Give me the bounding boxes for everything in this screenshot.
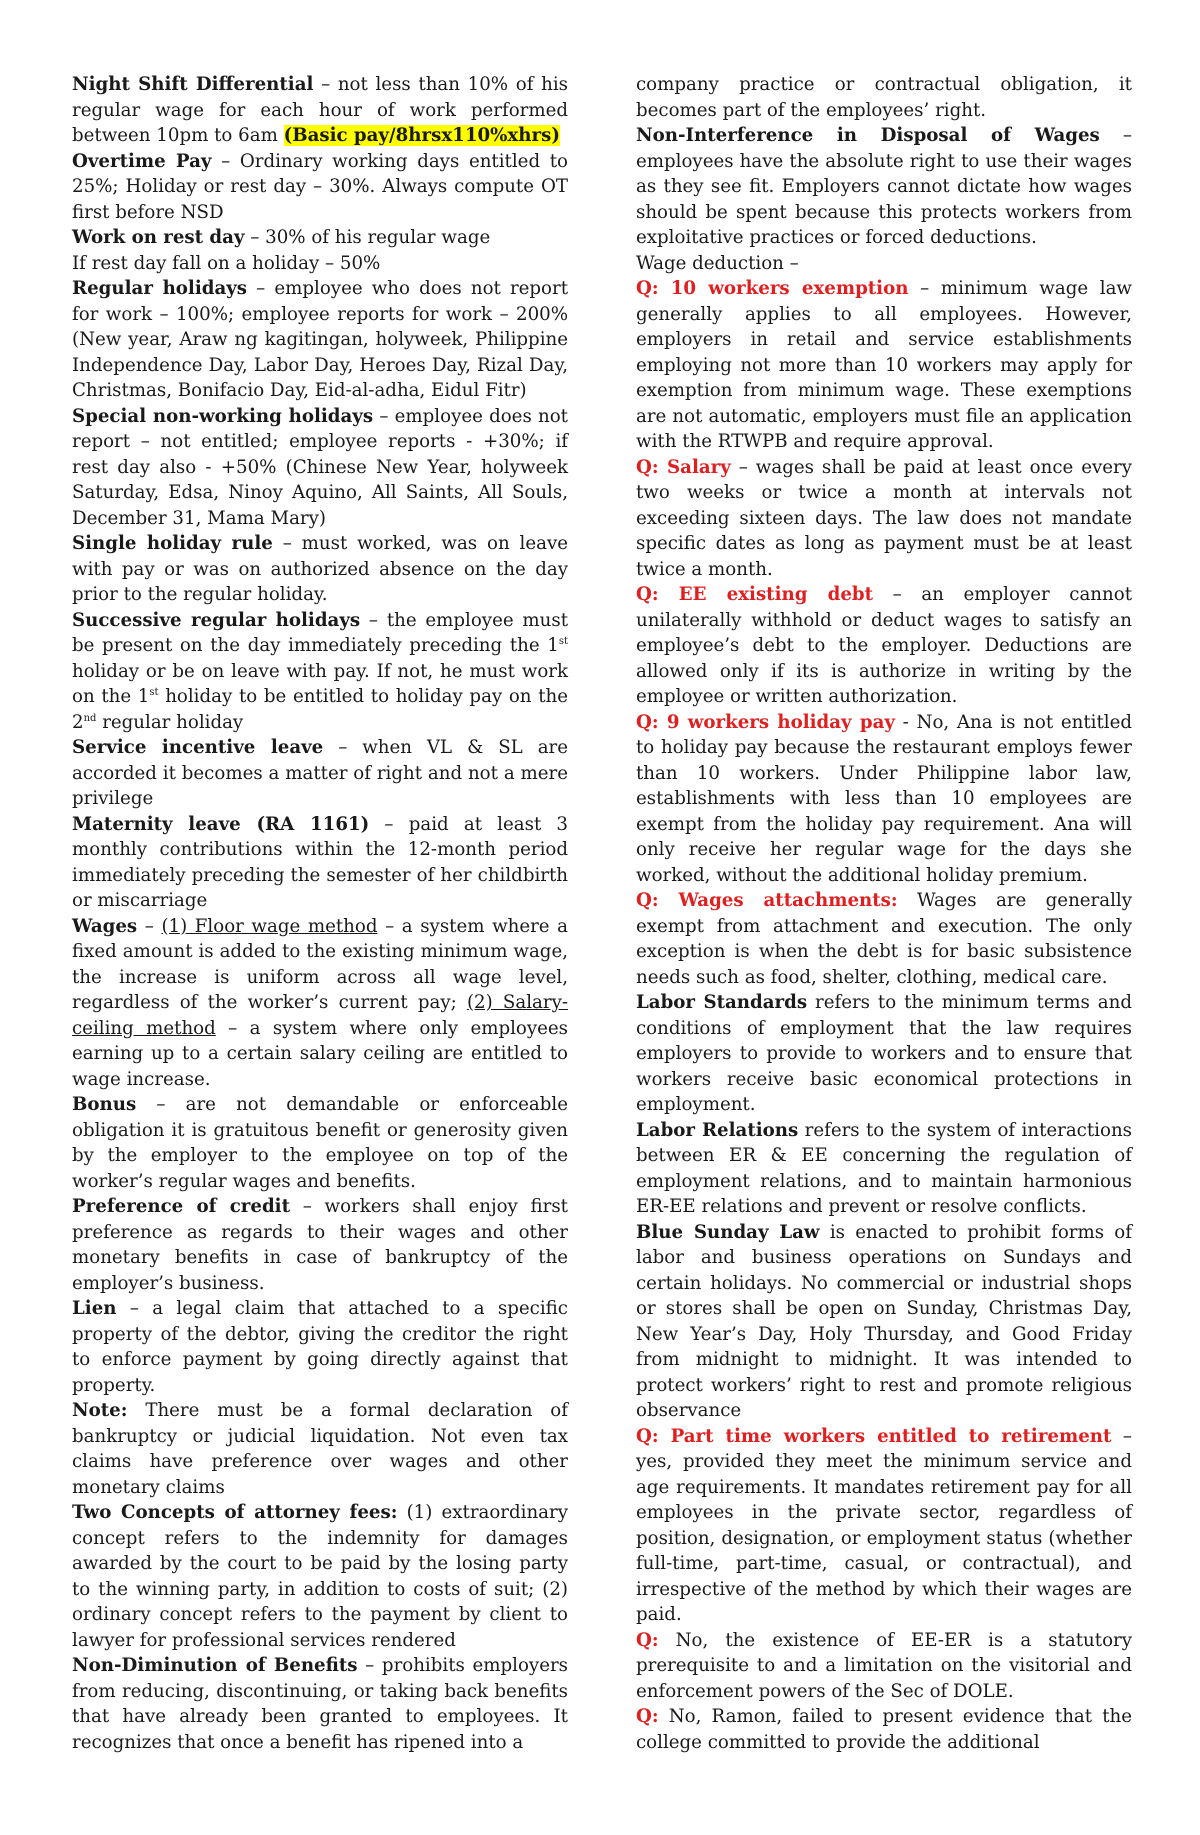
entry-text: Wage deduction –	[636, 252, 799, 274]
entry-term: Two Concepts of attorney fees:	[72, 1502, 398, 1523]
overtime-pay-entry	[72, 149, 568, 226]
question-ramon	[636, 1704, 1132, 1755]
entry-term: Non-Interference in Disposal of Wages	[636, 125, 1100, 146]
work-on-rest-day-entry	[72, 225, 568, 251]
entry-text: – workers shall enjoy first preference as regards to their wages and other monetary benefits in case of bankruptcy of the employer’s business.	[72, 1196, 568, 1294]
question-salary	[636, 455, 1132, 583]
question-ee-existing-debt	[636, 582, 1132, 710]
question-label: Q: Salary	[636, 456, 731, 478]
entry-term: Labor Standards	[636, 992, 808, 1013]
entry-term: Labor Relations	[636, 1119, 799, 1141]
question-label: Q: 10 workers exemption	[636, 278, 909, 299]
entry-text: – wages shall be paid at least once every two weeks or twice a month at intervals not exceeding sixteen days. The law does not mandate specific dates as long as payment must be at least twice a month.	[636, 456, 1132, 580]
ordinal-suffix: st	[149, 686, 159, 698]
entry-term: Night Shift Differential	[72, 74, 314, 95]
note-entry	[72, 1398, 568, 1500]
maternity-leave-entry	[72, 812, 568, 914]
entry-term: Maternity leave (RA 1161)	[72, 813, 370, 835]
entry-text: – must worked, was on leave with pay or was on authorized absence on the day prior to the regular holiday.	[72, 533, 568, 605]
entry-text: – 30% of his regular wage	[244, 227, 491, 248]
entry-term: Regular holidays	[72, 278, 248, 299]
entry-text: holiday or be on leave with pay. If not, he must work on the 1	[72, 660, 568, 707]
regular-holidays-entry	[72, 276, 568, 404]
entry-text: – employee does not report – not entitled; employee reports - +30%; if rest day also - +50% (Chinese New Year, holyweek Saturday, Edsa, Ninoy Aquino, All Saints, All Souls, December 31, Mama Mary)	[72, 405, 568, 529]
entry-term: Work on rest day	[72, 227, 245, 248]
entry-term: Service incentive leave	[72, 737, 324, 758]
entry-text: – paid at least 3 monthly contributions within the 12-month period immediately preceding the semester of her childbirth or miscarriage	[72, 813, 569, 911]
entry-term: Note:	[72, 1400, 128, 1421]
entry-term: Wages	[72, 915, 138, 937]
entry-text: refers to the system of interactions between ER & EE concerning the regulation of employment relations, and to maintain harmonious ER-EE relations and prevent or resolve conflicts.	[636, 1119, 1132, 1217]
entry-text: is enacted to prohibit forms of labor and business operations on Sundays and certain holidays. No commercial or industrial shops or stores shall be open on Sunday, Christmas Day, New Year’s Day, Holy Thursday, and Good Friday from midnight to midnight. It was intended to protect workers’ right to rest and promote religious observance	[636, 1221, 1132, 1421]
entry-text: – yes, provided they meet the minimum service and age requirements. It mandates retirement pay for all employees in the private sector, regardless of position, designation, or employment status (whether full-time, part-time, casual, or contractual), and irrespective of the method by which their wages are paid.	[636, 1425, 1132, 1625]
entry-text: No, Ramon, failed to present evidence that the college committed to provide the additional	[636, 1706, 1132, 1753]
question-label: Q: 9 workers holiday pay	[636, 711, 895, 733]
entry-text: Wages are generally exempt from attachment and execution. The only exception is when the debt is for basic subsistence needs such as food, shelter, clothing, medical care.	[636, 890, 1132, 988]
question-10-workers-exemption	[636, 276, 1132, 455]
right-column	[636, 72, 1132, 1755]
entry-text: – employee who does not report for work – 100%; employee reports for work – 200% (New year, Araw ng kagitingan, holyweek, Philippine Independence Day, Labor Day, Heroes Day, Rizal Day, Christmas, Bonifacio Day, Eid-al-adha, Eidul Fitr)	[72, 278, 569, 401]
blue-sunday-law-entry	[636, 1220, 1132, 1424]
question-label: Q:	[636, 1629, 659, 1651]
question-label: Q: EE existing debt	[636, 584, 874, 605]
salary-ceiling-method: (2) Salary-ceiling method	[72, 992, 568, 1039]
single-holiday-rule-entry	[72, 531, 568, 608]
entry-term: Bonus	[72, 1094, 137, 1115]
preference-of-credit-entry	[72, 1194, 568, 1296]
question-part-time-retirement	[636, 1424, 1132, 1628]
service-incentive-leave-entry	[72, 735, 568, 812]
entry-term: Non-Diminution of Benefits	[72, 1655, 358, 1676]
non-diminution-continued-entry	[636, 72, 1132, 123]
floor-wage-method: (1) Floor wage method	[161, 915, 378, 937]
non-interference-entry	[636, 123, 1132, 251]
entry-text: –	[137, 915, 162, 937]
question-label: Q:	[636, 1706, 659, 1727]
entry-text: – a system where only employees earning up to a certain salary ceiling are entitled to wage increase.	[72, 1017, 568, 1090]
night-shift-differential-entry	[72, 72, 568, 149]
question-wages-attachments	[636, 888, 1132, 990]
entry-text: If rest day fall on a holiday – 50%	[72, 252, 381, 274]
entry-text: – an employer cannot unilaterally withhold or deduct wages to satisfy an employee’s debt to the employer. Deductions are allowed only if its is authorize in writing by the employee or written authorization.	[636, 584, 1132, 707]
ordinal-suffix: nd	[83, 712, 97, 724]
left-column	[72, 72, 568, 1755]
entry-text: holiday to be entitled to holiday pay on the 2	[72, 686, 568, 733]
entry-text: There must be a formal declaration of bankruptcy or judicial liquidation. Not even tax claims have preference over wages and other monetary claims	[72, 1400, 568, 1498]
attorney-fees-entry	[72, 1500, 568, 1653]
bonus-entry	[72, 1092, 568, 1194]
successive-regular-holidays-entry	[72, 608, 568, 736]
entry-term: Successive regular holidays	[72, 609, 361, 631]
entry-text: No, the existence of EE-ER is a statutory prerequisite to and a limitation on the visitorial and enforcement powers of the Sec of DOLE.	[636, 1629, 1132, 1702]
entry-term: Special non-working holidays	[72, 405, 374, 427]
entry-text: – the employee must be present on the day immediately preceding the 1	[72, 609, 568, 656]
question-9-workers-holiday-pay	[636, 710, 1132, 889]
entry-term: Blue Sunday Law	[636, 1221, 820, 1243]
entry-text: – a legal claim that attached to a specific property of the debtor, giving the creditor the right to enforce payment by going directly against that property.	[72, 1298, 568, 1396]
entry-term: Preference of credit	[72, 1196, 290, 1217]
entry-term: Lien	[72, 1298, 117, 1319]
entry-text: – when VL & SL are accorded it becomes a matter of right and not a mere privilege	[72, 737, 568, 809]
entry-text: – minimum wage law generally applies to all employees. However, employers in retail and service establishments employing not more than 10 workers may apply for exemption from minimum wage. These exemptions are not automatic, employers must file an application with the RTWPB and require approval.	[636, 278, 1132, 452]
entry-term: Overtime Pay	[72, 150, 212, 172]
entry-text: company practice or contractual obligation, it becomes part of the employees’ right.	[636, 74, 1132, 121]
entry-text: – Ordinary working days entitled to 25%; Holiday or rest day – 30%. Always compute OT first before NSD	[72, 150, 569, 223]
ordinal-suffix: st	[558, 635, 568, 647]
question-ee-er-existence	[636, 1628, 1132, 1705]
entry-text: (1) extraordinary concept refers to the indemnity for damages awarded by the court to be paid by the losing party to the winning party, in addition to costs of suit; (2) ordinary concept refers to the payment by client to lawyer for professional services rendered	[72, 1502, 568, 1651]
wages-entry	[72, 914, 568, 1093]
question-label: Q: Part time workers entitled to retirement	[636, 1425, 1112, 1447]
entry-text: – employees have the absolute right to use their wages as they see fit. Employers cannot dictate how wages should be spent because this protects workers from exploitative practices or forced deductions.	[636, 125, 1132, 248]
entry-text: – are not demandable or enforceable obligation it is gratuitous benefit or generosity given by the employer to the employee on top of the worker’s regular wages and benefits.	[72, 1094, 568, 1192]
entry-text: - No, Ana is not entitled to holiday pay because the restaurant employs fewer than 10 workers. Under Philippine labor law, establishments with less than 10 employees are exempt from the holiday pay requirement. Ana will only receive her regular wage for the days she worked, without the additional holiday premium.	[636, 711, 1132, 886]
entry-term: Single holiday rule	[72, 533, 273, 554]
special-non-working-holidays-entry	[72, 404, 568, 532]
entry-text: – prohibits employers from reducing, discontinuing, or taking back benefits that have already been granted to employees. It recognizes that once a benefit has ripened into a	[72, 1655, 568, 1753]
labor-standards-entry	[636, 990, 1132, 1118]
wage-deduction-entry	[636, 251, 1132, 277]
labor-relations-entry	[636, 1118, 1132, 1220]
formula-highlight: (Basic pay/8hrsx110%xhrs)	[283, 125, 560, 146]
entry-text: – a system where a fixed amount is added to the existing minimum wage, the increase is uniform across all wage level, regardless of the worker’s current pay;	[72, 915, 569, 1013]
rest-day-holiday-entry	[72, 251, 568, 277]
entry-text: refers to the minimum terms and conditions of employment that the law requires employers to provide to workers and to ensure that workers receive basic economical protections in employment.	[636, 992, 1133, 1115]
lien-entry	[72, 1296, 568, 1398]
entry-text: regular holiday	[96, 711, 244, 733]
entry-text: – not less than 10% of his regular wage for each hour of work performed between 10pm to 6am	[72, 74, 568, 146]
non-diminution-of-benefits-entry	[72, 1653, 568, 1755]
question-label: Q: Wages attachments:	[636, 890, 898, 911]
